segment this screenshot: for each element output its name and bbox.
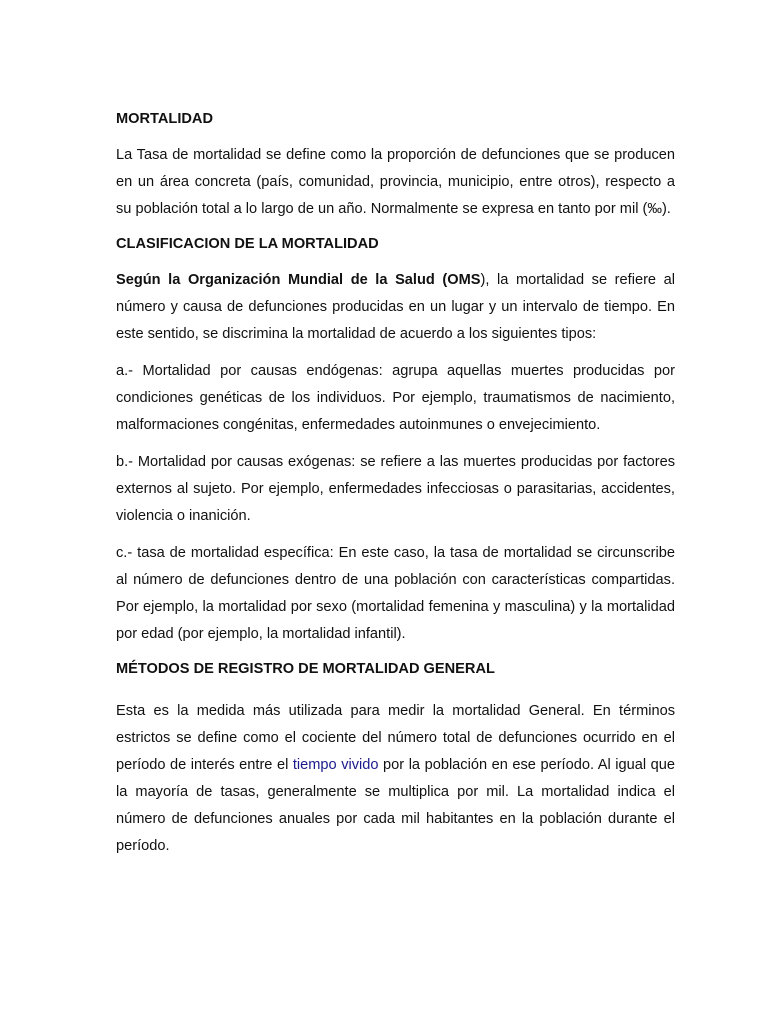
paragraph-metodos	[116, 698, 675, 860]
paragraph-item-c: c.- tasa de mortalidad específica: En este caso, la tasa de mortalidad se circunscribe al número de defunciones dentro de una población con características compartidas. Por ejemplo, la mortalidad por sexo (mortalidad femenina y masculina) y la mortalidad por edad (por ejemplo, la mortalidad infantil).	[116, 545, 675, 642]
paragraph-item-a: a.- Mortalidad por causas endógenas: agrupa aquellas muertes producidas por condiciones genéticas de los individuos. Por ejemplo, traumatismos de nacimiento, malformaciones congénitas, enfermedades autoinmunes o envejecimiento.	[116, 363, 675, 433]
metodos-text-part2: por la población en ese período. Al igual que la mayoría de tasas, generalmente se multiplica por mil. La mortalidad indica el número de defunciones anuales por cada mil habitantes en la población durante el período.	[116, 757, 675, 854]
paragraph-mortalidad-definition: La Tasa de mortalidad se define como la proporción de defunciones que se producen en un área concreta (país, comunidad, provincia, municipio, entre otros), respecto a su población total a lo largo de un año. Normalmente se expresa en tanto por mil (‰).	[116, 147, 675, 217]
paragraph-item-b: b.- Mortalidad por causas exógenas: se refiere a las muertes producidas por factores externos al sujeto. Por ejemplo, enfermedades infecciosas o parasitarias, accidentes, violencia o inanición.	[116, 454, 675, 524]
paragraph-clasificacion-intro	[116, 267, 675, 348]
tiempo-vivido-link[interactable]: tiempo vivido	[292, 757, 379, 773]
heading-mortalidad: MORTALIDAD	[116, 111, 214, 127]
heading-metodos: MÉTODOS DE REGISTRO DE MORTALIDAD GENERAL	[116, 661, 495, 677]
metodos-text-part1: Esta es la medida más utilizada para medir la mortalidad General. En términos estrictos se define como el cociente del número total de defunciones ocurrido en el período de interés entre el	[116, 703, 675, 773]
document-page	[116, 108, 675, 860]
intro-rest-text: ), la mortalidad se refiere al número y causa de defunciones producidas en un lugar y un intervalo de tiempo. En este sentido, se discrimina la mortalidad de acuerdo a los siguientes tipos:	[116, 272, 675, 342]
oms-bold-text: Según la Organización Mundial de la Salud (OMS	[116, 272, 481, 288]
heading-clasificacion: CLASIFICACION DE LA MORTALIDAD	[116, 236, 379, 252]
